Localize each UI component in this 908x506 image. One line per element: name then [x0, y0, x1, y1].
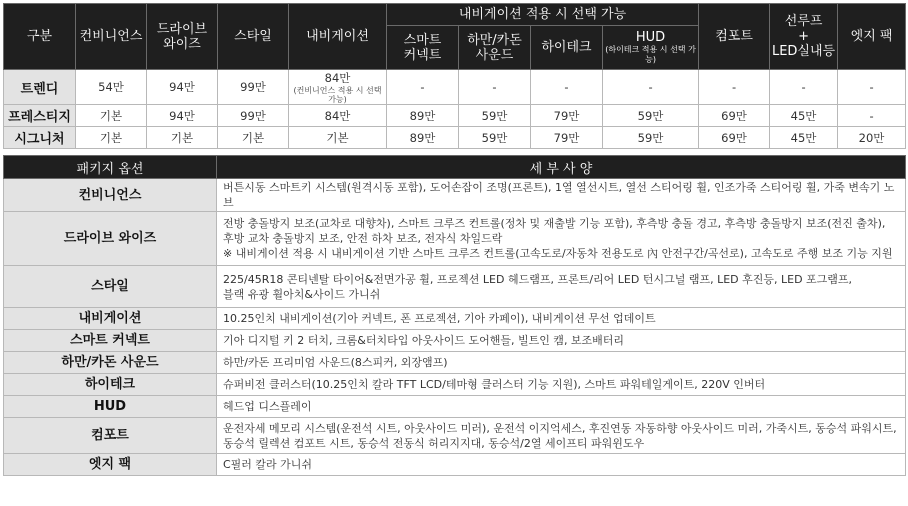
package-detail: 버튼시동 스마트키 시스템(원격시동 포함), 도어손잡이 조명(프론트), 1열 열선시트, 열선 스티어링 휠, 인조가죽 스티어링 휠, 가죽 변속기 노브 — [217, 179, 906, 212]
package-detail: 하만/카돈 프리미엄 사운드(8스피커, 외장앰프) — [217, 352, 906, 374]
package-spec-table — [3, 155, 906, 476]
price-cell: 기본 — [76, 105, 147, 127]
package-row — [4, 179, 906, 212]
package-row — [4, 396, 906, 418]
price-cell: 94만 — [147, 70, 218, 105]
package-name: 컴포트 — [4, 418, 217, 454]
price-cell: 기본 — [289, 127, 387, 149]
header-trim: 구분 — [4, 4, 76, 70]
header-detail-spec: 세 부 사 양 — [217, 156, 906, 179]
package-detail: 전방 충돌방지 보조(교차로 대향차), 스마트 크루즈 컨트롤(정차 및 재출발 기능 포함), 후측방 충돌 경고, 후측방 충돌방지 보조(전진 출차), 후방 교차 충돌방지 보조, 안전 하차 보조, 전자식 차일드락 ※ 내비게이션 적용 시 내비게이션 기반 스마트 크루즈 컨트롤(고속도로/자동차 전용도로 內 안전구간/곡선로), 고속도로 주행 보조 기능 지원 — [217, 212, 906, 266]
price-cell: 84만 — [289, 105, 387, 127]
header-hud-note: (하이테크 적용 시 선택 가능) — [605, 45, 696, 64]
price-cell: - — [459, 70, 531, 105]
package-name: 엣지 팩 — [4, 454, 217, 476]
package-row — [4, 352, 906, 374]
package-row — [4, 308, 906, 330]
header-convenience: 컨비니언스 — [76, 4, 147, 70]
price-cell: - — [838, 105, 906, 127]
package-detail: 기아 디지털 키 2 터치, 크롬&터치타입 아웃사이드 도어핸들, 빌트인 캠, 보조배터리 — [217, 330, 906, 352]
package-row — [4, 418, 906, 454]
price-cell: - — [603, 70, 699, 105]
price-cell: 79만 — [531, 105, 603, 127]
price-cell: 69만 — [699, 105, 770, 127]
price-cell: 79만 — [531, 127, 603, 149]
price-cell: - — [387, 70, 459, 105]
price-cell: 59만 — [459, 127, 531, 149]
package-name: 하만/카돈 사운드 — [4, 352, 217, 374]
price-cell: 69만 — [699, 127, 770, 149]
price-row-prestige — [4, 105, 906, 127]
package-row — [4, 212, 906, 266]
package-header-row — [4, 156, 906, 179]
package-name: 드라이브 와이즈 — [4, 212, 217, 266]
price-cell: 45만 — [770, 127, 838, 149]
header-navigation: 내비게이션 — [289, 4, 387, 70]
price-cell: 59만 — [603, 105, 699, 127]
header-hi-tech: 하이테크 — [531, 26, 603, 70]
package-row — [4, 330, 906, 352]
header-sunroof: 선루프 + LED실내등 — [770, 4, 838, 70]
header-smart-connect: 스마트 커넥트 — [387, 26, 459, 70]
package-detail: C필러 칼라 가니쉬 — [217, 454, 906, 476]
package-detail: 운전자세 메모리 시스템(운전석 시트, 아웃사이드 미러), 운전석 이지억세스, 후진연동 자동하향 아웃사이드 미러, 가죽시트, 동승석 파워시트, 동승석 릴렉션 컴포트 시트, 동승석 전동식 허리지지대, 동승석/2열 세이프티 파워윈도우 — [217, 418, 906, 454]
header-hud-label: HUD — [635, 30, 666, 45]
header-edge-pack: 엣지 팩 — [838, 4, 906, 70]
price-cell-navigation — [289, 70, 387, 105]
price-cell: - — [770, 70, 838, 105]
price-cell: - — [838, 70, 906, 105]
package-row — [4, 374, 906, 396]
option-price-table — [3, 3, 906, 149]
price-cell: 45만 — [770, 105, 838, 127]
trim-name: 트렌디 — [4, 70, 76, 105]
header-harman-kardon: 하만/카돈 사운드 — [459, 26, 531, 70]
package-name: 스타일 — [4, 266, 217, 308]
price-cell: 89만 — [387, 105, 459, 127]
price-cell: 기본 — [147, 127, 218, 149]
price-cell: 89만 — [387, 127, 459, 149]
header-comfort: 컴포트 — [699, 4, 770, 70]
price-header-row-1 — [4, 4, 906, 26]
header-style: 스타일 — [218, 4, 289, 70]
trim-name: 프레스티지 — [4, 105, 76, 127]
header-drive-wise: 드라이브 와이즈 — [147, 4, 218, 70]
header-package-option: 패키지 옵션 — [4, 156, 217, 179]
price-row-signature — [4, 127, 906, 149]
package-detail: 슈퍼비전 클러스터(10.25인치 칼라 TFT LCD/테마형 클러스터 기능 지원), 스마트 파워테일게이트, 220V 인버터 — [217, 374, 906, 396]
price-cell: 94만 — [147, 105, 218, 127]
package-name: 컨비니언스 — [4, 179, 217, 212]
trim-name: 시그니처 — [4, 127, 76, 149]
package-name: 하이테크 — [4, 374, 217, 396]
package-row — [4, 454, 906, 476]
header-hud — [603, 26, 699, 70]
price-note: (컨비니언스 적용 시 선택 가능) — [293, 86, 382, 104]
package-detail: 10.25인치 내비게이션(기아 커넥트, 폰 프로젝션, 기아 카페이), 내비게이션 무선 업데이트 — [217, 308, 906, 330]
price-cell: 기본 — [76, 127, 147, 149]
package-name: 내비게이션 — [4, 308, 217, 330]
price-cell: 59만 — [603, 127, 699, 149]
price-cell: - — [531, 70, 603, 105]
price-cell: - — [699, 70, 770, 105]
header-nav-group: 내비게이션 적용 시 선택 가능 — [387, 4, 699, 26]
price-cell: 54만 — [76, 70, 147, 105]
price-value: 84만 — [324, 71, 351, 85]
package-name: 스마트 커넥트 — [4, 330, 217, 352]
price-cell: 20만 — [838, 127, 906, 149]
package-row — [4, 266, 906, 308]
package-detail: 225/45R18 콘티넨탈 타이어&전면가공 휠, 프로젝션 LED 헤드램프, 프론트/리어 LED 턴시그널 램프, LED 후진등, LED 포그램프, 블랙 유광 휠아치&사이드 가니쉬 — [217, 266, 906, 308]
package-name: HUD — [4, 396, 217, 418]
price-cell: 99만 — [218, 70, 289, 105]
price-cell: 기본 — [218, 127, 289, 149]
price-cell: 59만 — [459, 105, 531, 127]
price-row-trendy — [4, 70, 906, 105]
package-detail: 헤드업 디스플레이 — [217, 396, 906, 418]
price-cell: 99만 — [218, 105, 289, 127]
